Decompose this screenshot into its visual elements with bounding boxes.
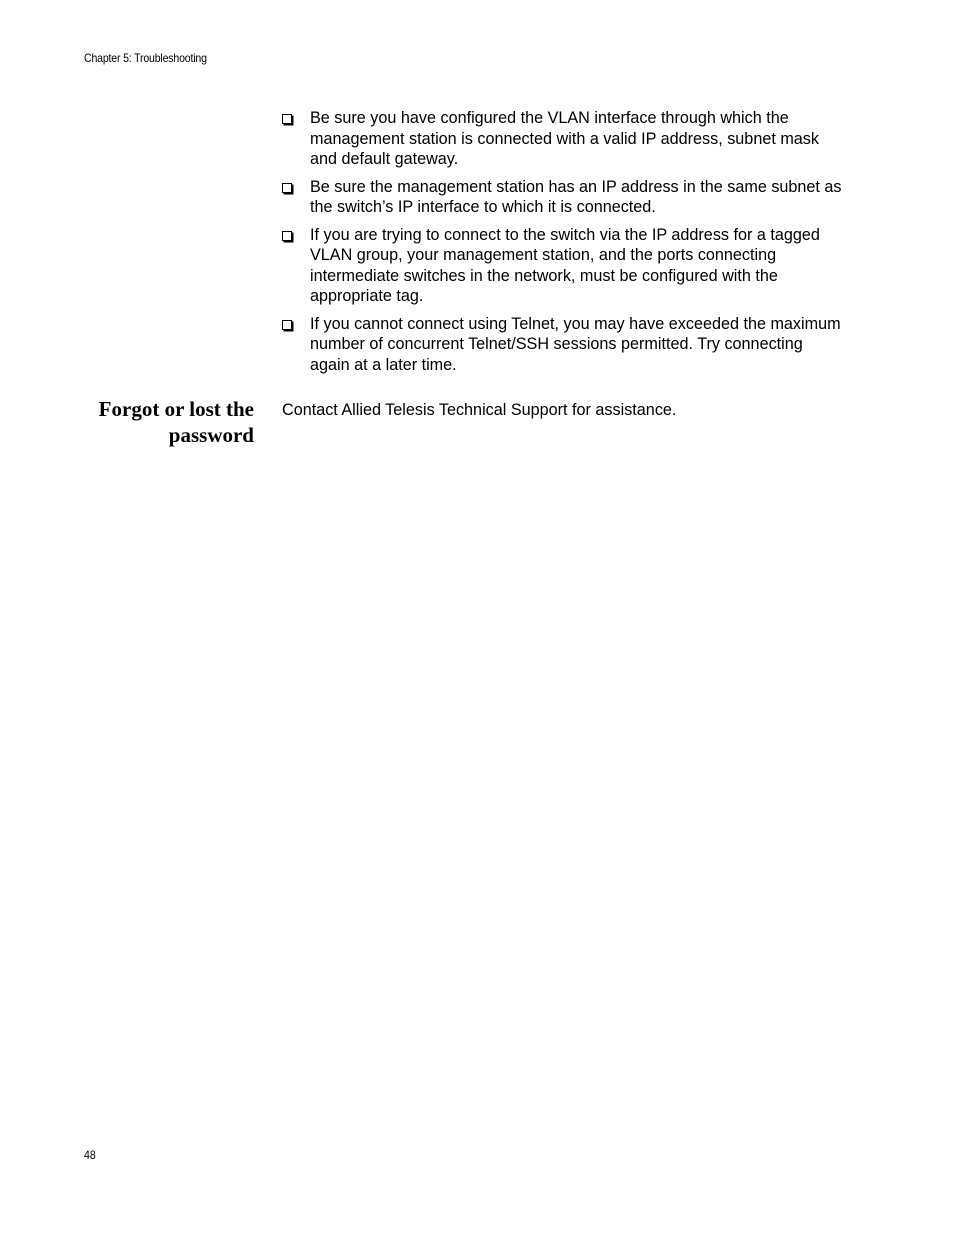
section-heading-line: Forgot or lost the	[98, 397, 254, 421]
section-heading	[60, 396, 254, 448]
page-number: 48	[84, 1148, 96, 1162]
checkbox-bullet-icon	[282, 183, 292, 193]
section-heading-line: password	[168, 423, 254, 447]
troubleshooting-checklist	[282, 108, 842, 382]
section-body-text: Contact Allied Telesis Technical Support for assistance.	[282, 401, 677, 419]
checklist-item	[282, 314, 842, 376]
checkbox-bullet-icon	[282, 320, 292, 330]
checkbox-bullet-icon	[282, 114, 292, 124]
checkbox-bullet-icon	[282, 231, 292, 241]
running-header: Chapter 5: Troubleshooting	[84, 51, 207, 65]
checklist-item-text: If you are trying to connect to the switch via the IP address for a tagged VLAN group, your management station, and the ports connecting intermediate switches in the network, must be configured with the appropriate tag.	[310, 225, 820, 305]
checklist-item-text: Be sure the management station has an IP address in the same subnet as the switch’s IP interface to which it is connected.	[310, 177, 842, 216]
checklist-item	[282, 177, 842, 218]
checklist-item	[282, 225, 842, 307]
checklist-item	[282, 108, 842, 170]
checklist-item-text: Be sure you have configured the VLAN interface through which the management station is connected with a valid IP address, subnet mask and default gateway.	[310, 109, 819, 168]
checklist-item-text: If you cannot connect using Telnet, you may have exceeded the maximum number of concurrent Telnet/SSH sessions permitted. Try connecting again at a later time.	[310, 314, 841, 374]
